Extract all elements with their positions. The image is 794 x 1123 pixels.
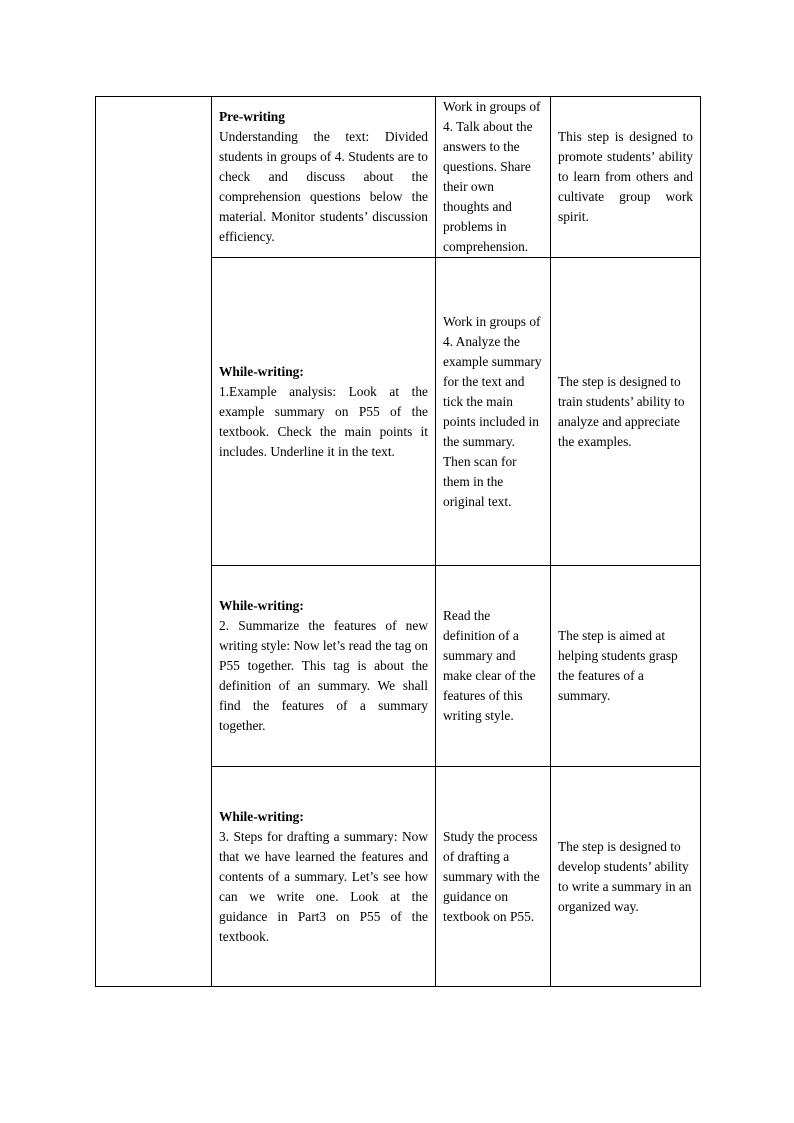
table-row bbox=[96, 97, 701, 258]
stage-title: While-writing: bbox=[219, 363, 304, 379]
stage-title: While-writing: bbox=[219, 808, 304, 824]
student-activity-text: Work in groups of 4. Talk about the answers to the questions. Share their own thoughts and problems in comprehension. bbox=[443, 99, 541, 254]
lesson-plan-table bbox=[95, 96, 701, 987]
teacher-activity-cell bbox=[212, 258, 436, 566]
teacher-activity-cell bbox=[212, 566, 436, 767]
student-activity-cell bbox=[436, 258, 551, 566]
teacher-activity-text: Understanding the text: Divided students in groups of 4. Students are to check and discuss about the comprehension questions below the material. Monitor students’ discussion efficiency. bbox=[219, 129, 428, 244]
design-purpose-cell bbox=[551, 97, 701, 258]
empty-stage-column bbox=[96, 97, 212, 987]
design-purpose-text: This step is designed to promote students’ ability to learn from others and cultivate group work spirit. bbox=[558, 129, 693, 224]
design-purpose-cell bbox=[551, 566, 701, 767]
student-activity-text: Work in groups of 4. Analyze the example summary for the text and tick the main points included in the summary. Then scan for them in the original text. bbox=[443, 313, 542, 509]
design-purpose-cell bbox=[551, 767, 701, 987]
student-activity-text: Study the process of drafting a summary with the guidance on textbook on P55. bbox=[443, 828, 540, 924]
student-activity-cell bbox=[436, 566, 551, 767]
design-purpose-text: The step is designed to develop students’ ability to write a summary in an organized way. bbox=[558, 838, 692, 914]
design-purpose-text: The step is designed to train students’ ability to analyze and appreciate the examples. bbox=[558, 373, 685, 449]
student-activity-cell bbox=[436, 767, 551, 987]
student-activity-text: Read the definition of a summary and make clear of the features of this writing style. bbox=[443, 608, 536, 723]
teacher-activity-text: 2. Summarize the features of new writing style: Now let’s read the tag on P55 together. This tag is about the definition of an summary. We shall find the features of a summary together. bbox=[219, 618, 428, 733]
teacher-activity-text: 3. Steps for drafting a summary: Now that we have learned the features and contents of a summary. Let’s see how can we write one. Look at the guidance in Part3 on P55 of the textbook. bbox=[219, 828, 428, 944]
design-purpose-cell bbox=[551, 258, 701, 566]
student-activity-cell bbox=[436, 97, 551, 258]
stage-title: While-writing: bbox=[219, 598, 304, 613]
teacher-activity-cell bbox=[212, 767, 436, 987]
design-purpose-text: The step is aimed at helping students grasp the features of a summary. bbox=[558, 628, 678, 703]
teacher-activity-text: 1.Example analysis: Look at the example summary on P55 of the textbook. Check the main points it includes. Underline it in the text. bbox=[219, 383, 428, 459]
stage-title: Pre-writing bbox=[219, 109, 285, 124]
teacher-activity-cell bbox=[212, 97, 436, 258]
